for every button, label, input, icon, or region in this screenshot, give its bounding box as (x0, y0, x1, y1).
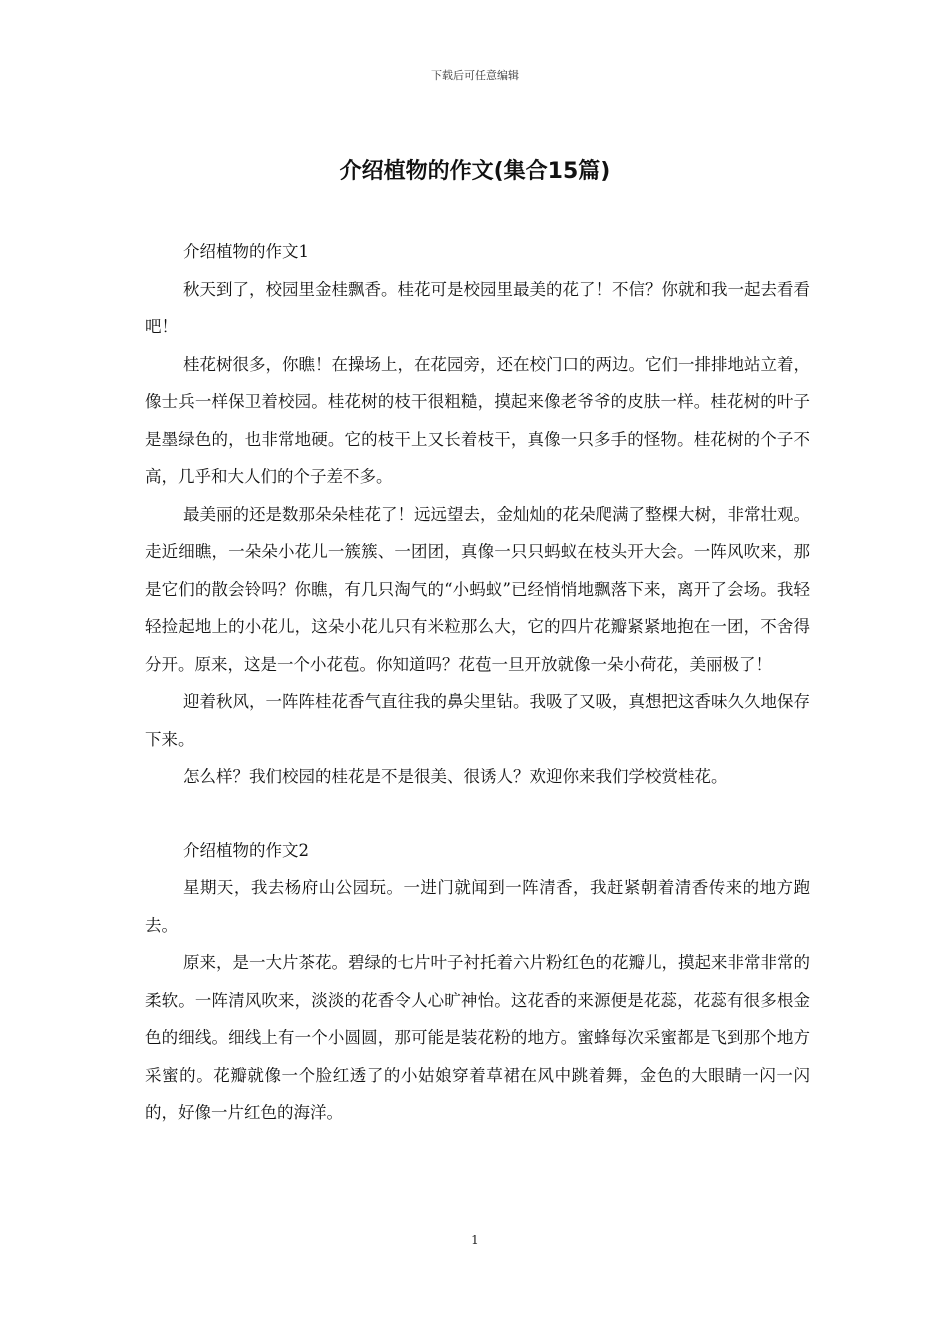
essay-section-2 (145, 832, 810, 1132)
paragraph: 星期天，我去杨府山公园玩。一进门就闻到一阵清香，我赶紧朝着清香传来的地方跑去。 (145, 878, 810, 935)
paragraph: 原来，是一大片茶花。碧绿的七片叶子衬托着六片粉红色的花瓣儿，摸起来非常非常的柔软。一阵清风吹来，淡淡的花香令人心旷神怡。这花香的来源便是花蕊，花蕊有很多根金色的细线。细线上有一个小圆圆，那可能是装花粉的地方。蜜蜂每次采蜜都是飞到那个地方采蜜的。花瓣就像一个脸红透了的小姑娘穿着草裙在风中跳着舞，金色的大眼睛一闪一闪的，好像一片红色的海洋。 (145, 953, 810, 1122)
paragraph: 秋天到了，校园里金桂飘香。桂花可是校园里最美的花了！不信？你就和我一起去看看吧！ (145, 279, 810, 336)
page-number: 1 (471, 1233, 479, 1247)
paragraph: 迎着秋风，一阵阵桂花香气直往我的鼻尖里钻。我吸了又吸，真想把这香味久久地保存下来。 (145, 692, 810, 749)
essay-section-1 (145, 233, 810, 796)
section-heading: 介绍植物的作文1 (183, 242, 309, 261)
document-body (145, 233, 810, 1132)
paragraph: 桂花树很多，你瞧！在操场上，在花园旁，还在校门口的两边。它们一排排地站立着，像士兵一样保卫着校园。桂花树的枝干很粗糙，摸起来像老爷爷的皮肤一样。桂花树的叶子是墨绿色的，也非常地硬。它的枝干上又长着枝干，真像一只多手的怪物。桂花树的个子不高，几乎和大人们的个子差不多。 (145, 354, 810, 486)
page-header-note: 下载后可任意编辑 (431, 69, 519, 82)
paragraph: 最美丽的还是数那朵朵桂花了！远远望去，金灿灿的花朵爬满了整棵大树，非常壮观。走近细瞧，一朵朵小花儿一簇簇、一团团，真像一只只蚂蚁在枝头开大会。一阵风吹来，那是它们的散会铃吗？你瞧，有几只淘气的“小蚂蚁”已经悄悄地飘落下来，离开了会场。我轻轻捡起地上的小花儿，这朵小花儿只有米粒那么大，它的四片花瓣紧紧地抱在一团，不舍得分开。原来，这是一个小花苞。你知道吗？花苞一旦开放就像一朵小荷花，美丽极了！ (145, 504, 810, 674)
document-title: 介绍植物的作文(集合15篇) (339, 159, 611, 184)
section-heading: 介绍植物的作文2 (183, 840, 309, 860)
paragraph: 怎么样？我们校园的桂花是不是很美、很诱人？欢迎你来我们学校赏桂花。 (183, 767, 728, 786)
